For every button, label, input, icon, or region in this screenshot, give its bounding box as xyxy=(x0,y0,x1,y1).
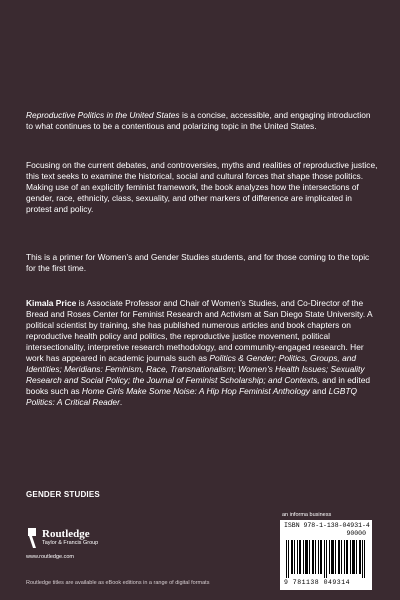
journal-list: Politics & Gender; Politics, Groups, and Identities; Meridians: Feminism, Race, Transnationalism; Women’s Health Issues; Sexuality Research and Social Policy; the Journal of Feminist Scholarship; and Contexts, xyxy=(26,353,365,385)
description-text: Focusing on the current debates, and controversies, myths and realities of reproductive justice, this text seeks to examine the historical, social and cultural forces that shape those politics. Making use of an explicitly feminist framework, the book analyzes how the intersections of gender, race, ethnicity, class, sexuality, and other markers of difference are implicated in protest and policy. xyxy=(26,160,378,214)
bio-text: and xyxy=(309,386,329,396)
edited-book-title: LGBTQ Politics: A Critical Reader xyxy=(26,386,357,407)
barcode xyxy=(280,520,372,590)
ean-number: 9 781138 049314 xyxy=(284,579,351,586)
description-text: This is a primer for Women’s and Gender Studies students, and for those coming to the topic for the first time. xyxy=(26,252,370,273)
isbn-text: ISBN 978-1-138-04931-4 xyxy=(284,522,370,529)
book-title: Reproductive Politics in the United States xyxy=(26,110,180,120)
edited-book-title: Home Girls Make Some Noise: A Hip Hop Feminist Anthology xyxy=(81,386,310,396)
description-paragraph-2 xyxy=(26,160,378,215)
publisher-url: www.routledge.com xyxy=(26,554,74,560)
publisher-logo xyxy=(26,526,146,576)
ebook-note: Routledge titles are available as eBook editions in a range of digital formats xyxy=(26,580,210,586)
description-paragraph-3 xyxy=(26,252,378,274)
author-bio xyxy=(26,298,378,408)
author-name: Kimala Price xyxy=(26,298,77,308)
informa-label: an informa business xyxy=(282,512,332,518)
price-code: 90000 xyxy=(346,530,366,537)
bio-text: is Associate Professor and Chair of Women’s Studies, and Co-Director of the Bread and Roses Center for Feminist Research and Activism at San Diego State University. A political scientist by training, she has published numerous articles and book chapters on reproductive health policy and politics, the reproductive justice movement, political intersectionality, interpretive research methodology, and community-engaged research. Her work has appeared in academic journals such as xyxy=(26,298,373,363)
routledge-logo-icon xyxy=(26,526,38,550)
description-text: is a concise, accessible, and engaging introduction to what continues to be a contentious and polarizing topic in the United States. xyxy=(26,110,371,131)
bio-text: and in edited books such as xyxy=(26,375,371,396)
publisher-group: Taylor & Francis Group xyxy=(42,540,99,546)
barcode-bars-icon xyxy=(286,540,366,578)
bio-text: . xyxy=(119,397,123,407)
subject-category: GENDER STUDIES xyxy=(26,490,100,499)
publisher-name: Routledge xyxy=(42,528,90,540)
description-paragraph-1 xyxy=(26,110,378,132)
